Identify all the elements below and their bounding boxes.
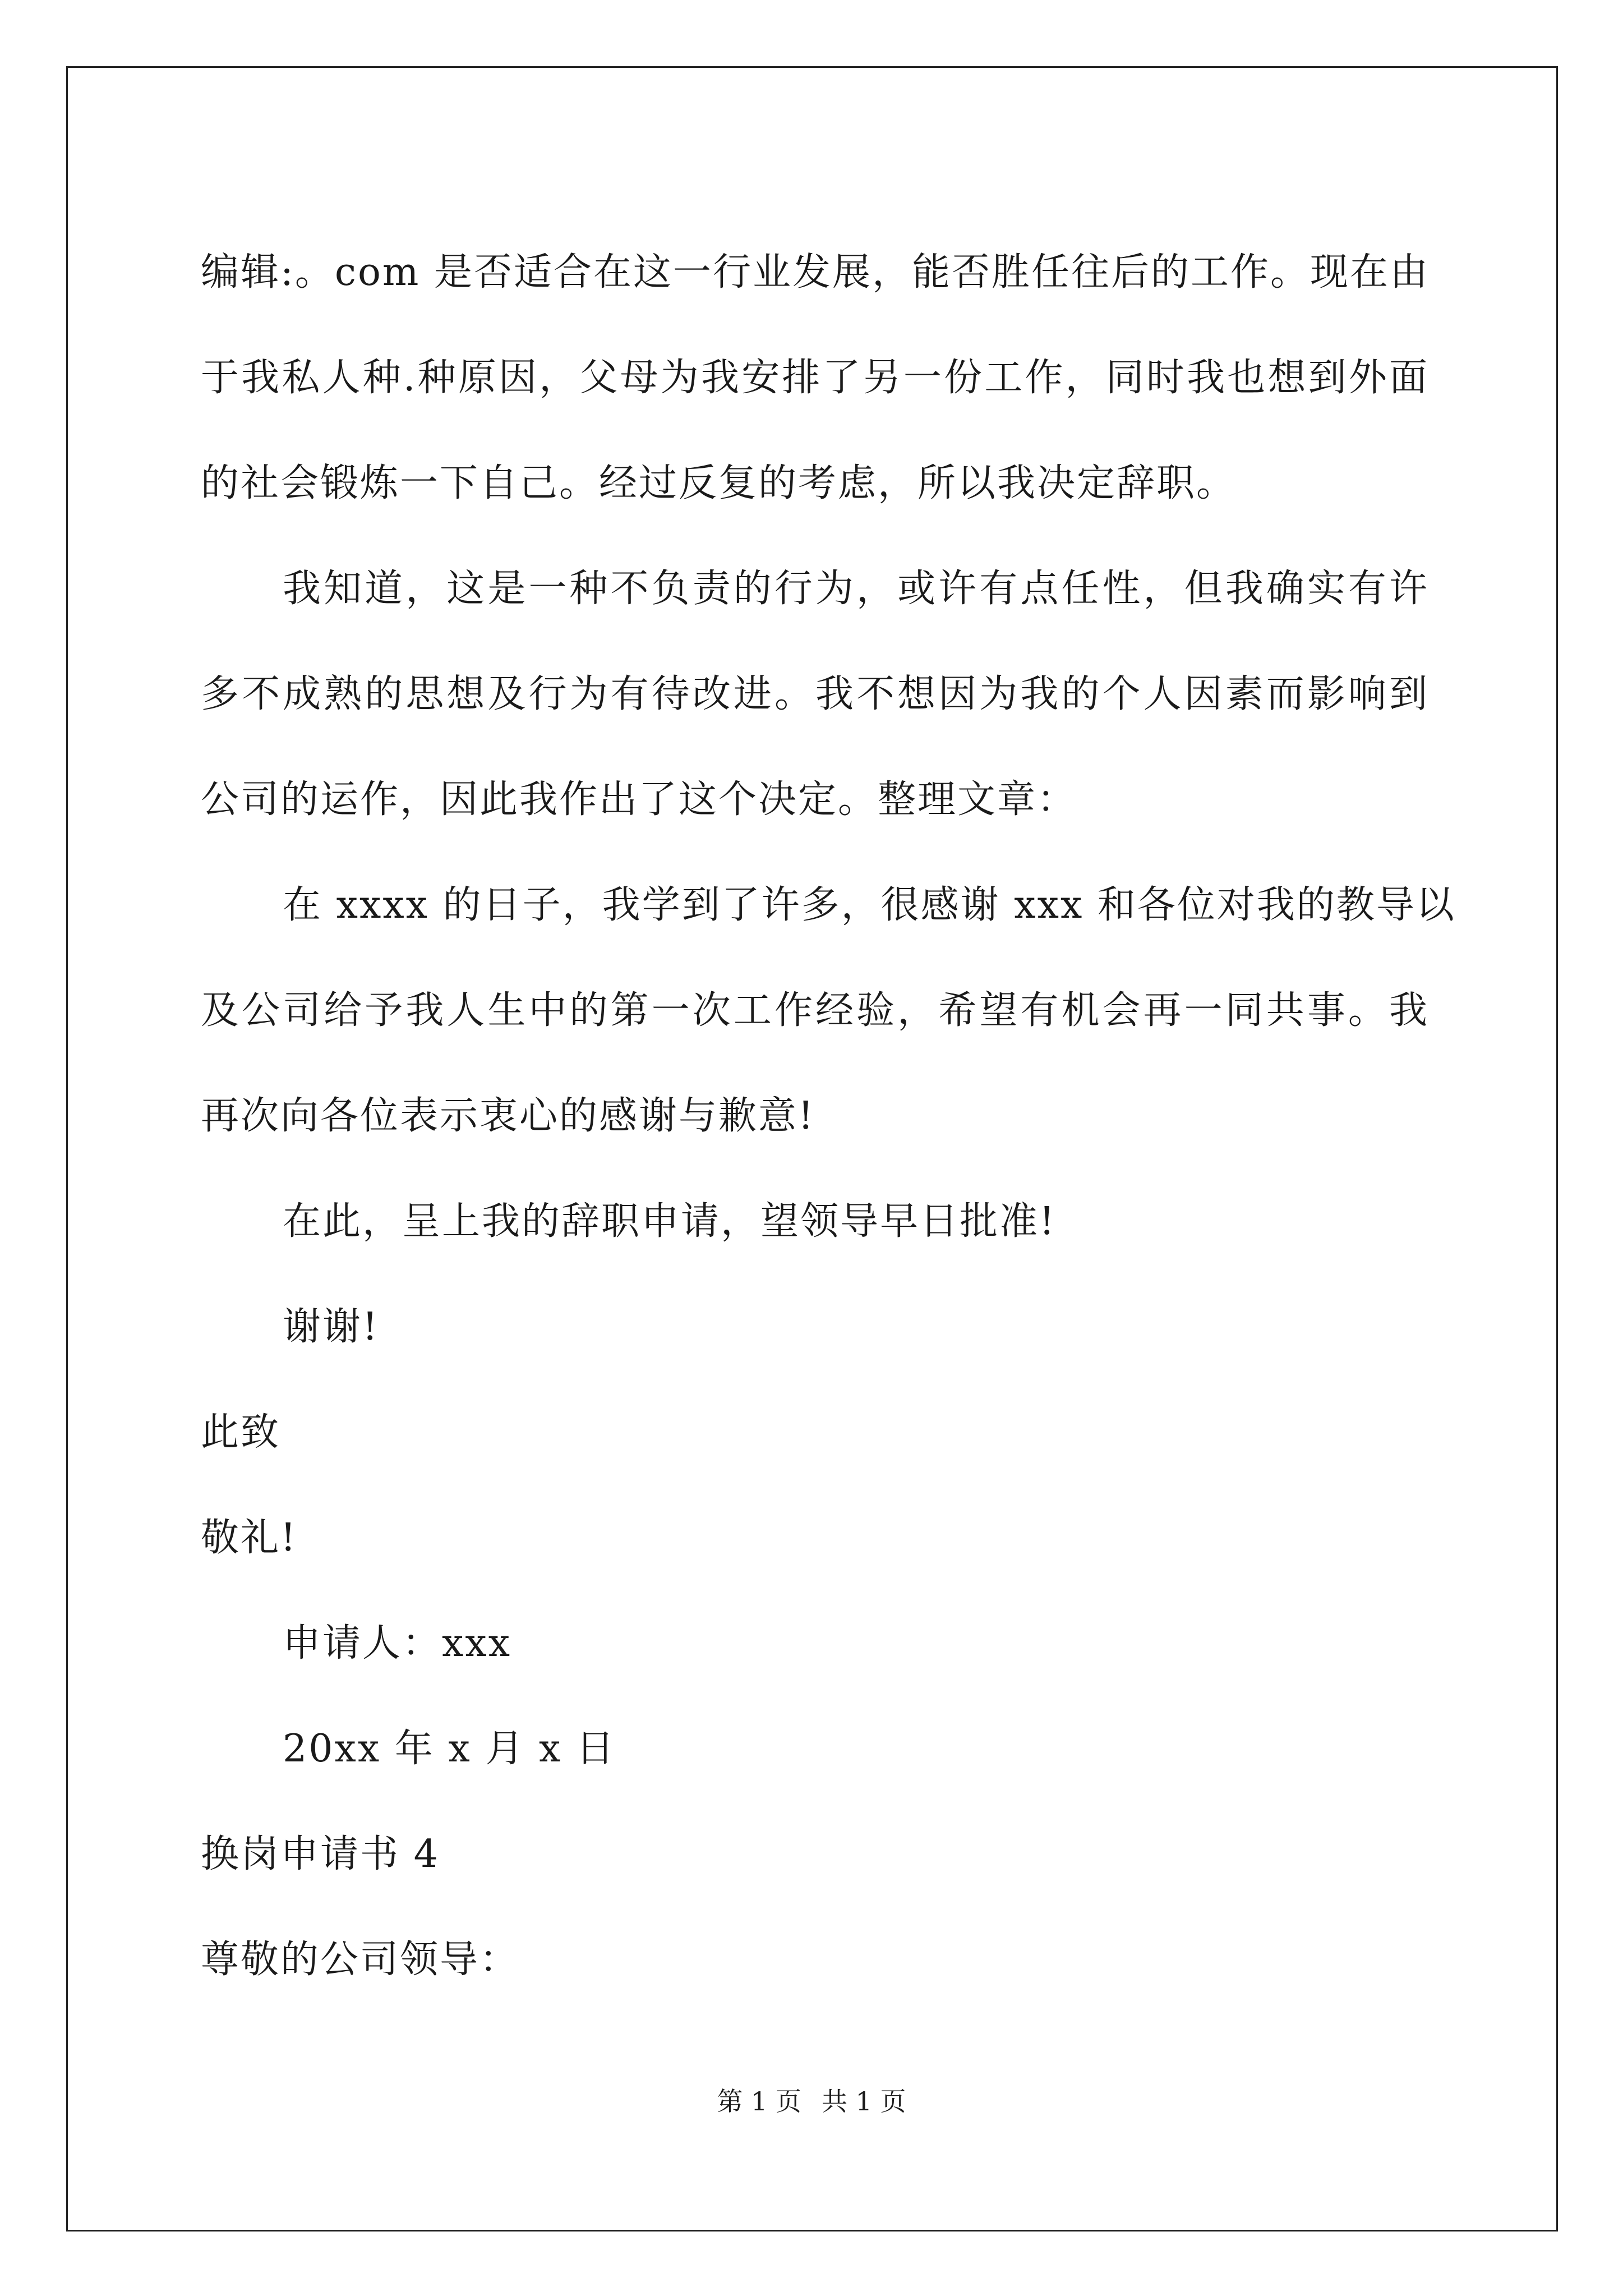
text-line-10: 在此，呈上我的辞职申请，望领导早日批准! xyxy=(283,1199,1057,1244)
applicant-signature: 申请人：xxx xyxy=(283,1621,512,1665)
page-footer xyxy=(0,2085,1623,2118)
text-line-2: 于我私人种.种原因，父母为我安排了另一份工作，同时我也想到外面 xyxy=(201,356,1429,400)
section-title: 换岗申请书 4 xyxy=(201,1832,440,1876)
text-line-4: 我知道，这是一种不负责的行为，或许有点任性，但我确实有许 xyxy=(283,567,1429,611)
page-number-current: 第 1 页 xyxy=(717,2086,801,2116)
text-line-7: 在 xxxx 的日子，我学到了许多，很感谢 xxx 和各位对我的教导以 xyxy=(283,883,1456,927)
text-line-1: 编辑:。com 是否适合在这一行业发展，能否胜任往后的工作。现在由 xyxy=(201,250,1430,295)
document-body xyxy=(201,220,1456,2013)
text-line-3: 的社会锻炼一下自己。经过反复的考虑，所以我决定辞职。 xyxy=(201,461,1237,505)
page-number-total: 共 1 页 xyxy=(822,2086,906,2116)
text-line-8: 及公司给予我人生中的第一次工作经验，希望有机会再一同共事。我 xyxy=(201,988,1429,1033)
signature-date: 20xx 年 x 月 x 日 xyxy=(283,1727,616,1771)
closing-salutation: 此致 xyxy=(201,1410,281,1455)
closing-respect: 敬礼! xyxy=(201,1516,298,1560)
text-line-11: 谢谢! xyxy=(283,1305,380,1349)
letter-greeting: 尊敬的公司领导： xyxy=(201,1938,520,1982)
text-line-6: 公司的运作，因此我作出了这个决定。整理文章： xyxy=(201,777,1077,822)
text-line-5: 多不成熟的思想及行为有待改进。我不想因为我的个人因素而影响到 xyxy=(201,672,1429,716)
text-line-9: 再次向各位表示衷心的感谢与歉意! xyxy=(201,1094,815,1138)
